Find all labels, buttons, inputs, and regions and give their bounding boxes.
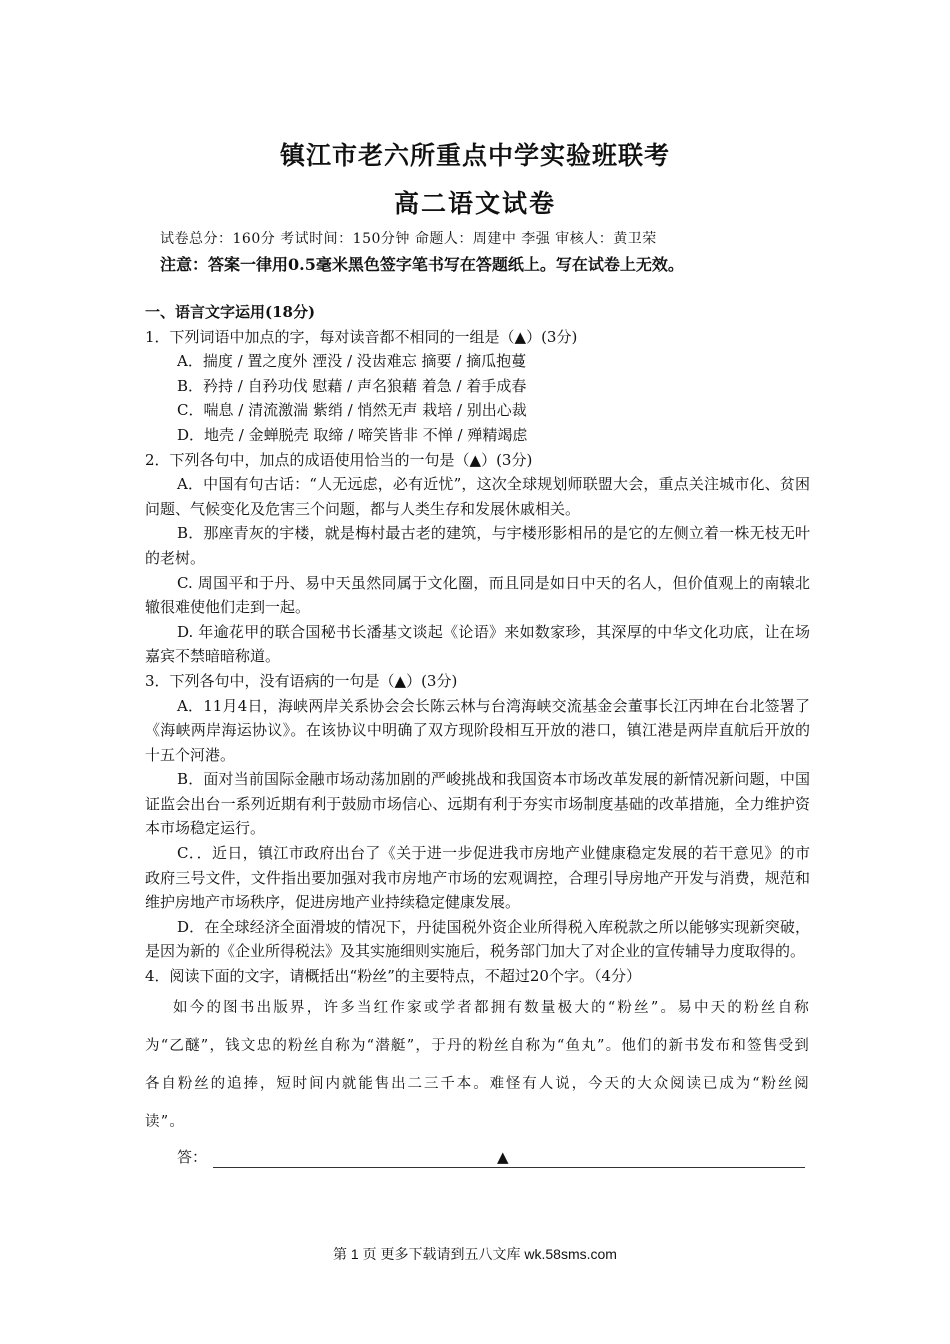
question-2-stem: 2．下列各句中，加点的成语使用恰当的一句是（▲）(3分) [145,450,533,469]
question-2-option-a: A．中国有句古话：“人无远虑，必有近忧”，这次全球规划师联盟大会，重点关注城市化、贫困问题、气候变化及危害三个问题，都与人类生存和发展休戚相关。 [145,475,810,518]
question-4-passage: 如今的图书出版界，许多当红作家或学者都拥有数量极大的“粉丝”。易中天的粉丝自称为“乙醚”，钱文忠的粉丝自称为“潜艇”，于丹的粉丝自称为“鱼丸”。他们的新书发布和签售受到各自粉丝的追捧，短时间内就能售出二三千本。难怪有人说，今天的大众阅读已成为“粉丝阅读”。 [145,999,810,1130]
exam-body [145,300,810,1175]
exam-meta: 试卷总分：160分 考试时间：150分钟 命题人：周建中 李强 审核人：黄卫荣 [160,231,657,247]
answer-rule [213,1167,805,1168]
question-3-option-d: D．在全球经济全面滑坡的情况下，丹徒国税外资企业所得税入库税款之所以能够实现新突破，是因为新的《企业所得税法》及其实施细则实施后，税务部门加大了对企业的宣传辅导力度取得的。 [145,917,810,961]
question-1-stem: 1．下列词语中加点的字，每对读音都不相同的一组是（▲）(3分) [145,327,578,346]
question-2-option-d: D. 年逾花甲的联合国秘书长潘基文谈起《论语》来如数家珍，其深厚的中华文化功底，让在场嘉宾不禁暗暗称道。 [145,622,810,666]
question-3-option-a: A．11月4日，海峡两岸关系协会会长陈云林与台湾海峡交流基金会董事长江丙坤在台北签署了《海峡两岸海运协议》。在该协议中明确了双方现阶段相互开放的港口，镇江港是两岸直航后开放的十五个河港。 [145,696,810,764]
question-3-option-c: C．．近日，镇江市政府出台了《关于进一步促进我市房地产业健康稳定发展的若干意见》的市政府三号文件，文件指出要加强对我市房地产市场的宏观调控，合理引导房地产开发与消费，规范和维护房地产市场秩序，促进房地产业持续稳定健康发展。 [145,844,810,912]
exam-notice: 注意：答案一律用0.5毫米黑色签字笔书写在答题纸上。写在试卷上无效。 [160,255,684,274]
answer-line[interactable] [145,1145,810,1175]
question-2-option-c: C. 周国平和于丹、易中天虽然同属于文化圈，而且同是如日中天的名人，但价值观上的南辕北辙很难使他们走到一起。 [145,573,810,617]
answer-label: 答： [177,1147,208,1166]
exam-subtitle: 高二语文试卷 [393,189,556,218]
question-4-stem: 4．阅读下面的文字，请概括出“粉丝”的主要特点，不超过20个字。（4分） [145,967,642,986]
exam-title: 镇江市老六所重点中学实验班联考 [279,141,670,170]
section-heading: 一、语言文字运用(18分) [145,303,316,321]
question-1-option-d: D．地壳 / 金蝉脱壳 取缔 / 啼笑皆非 不惮 / 殚精竭虑 [177,425,528,444]
question-1-option-c: C．喘息 / 清流激湍 紫绡 / 悄然无声 栽培 / 别出心裁 [177,401,527,420]
page-footer: 第 1 页 更多下载请到五八文库 wk.58sms.com [333,1246,617,1262]
question-1-option-a: A．揣度 / 置之度外 湮没 / 没齿难忘 摘要 / 摘瓜抱蔓 [177,352,527,371]
question-3-option-b: B．面对当前国际金融市场动荡加剧的严峻挑战和我国资本市场改革发展的新情况新问题，中国证监会出台一系列近期有利于鼓励市场信心、远期有利于夯实市场制度基础的改革措施，全力维护资本市场稳定运行。 [145,770,810,838]
question-2-option-b: B．那座青灰的宇楼，就是梅村最古老的建筑，与宇楼形影相吊的是它的左侧立着一株无枝无叶的老树。 [145,524,810,567]
answer-mark-icon: ▲ [497,1147,509,1166]
question-3-stem: 3．下列各句中，没有语病的一句是（▲）(3分) [145,671,458,690]
question-1-option-b: B．矜持 / 自矜功伐 慰藉 / 声名狼藉 着急 / 着手成春 [177,376,527,395]
